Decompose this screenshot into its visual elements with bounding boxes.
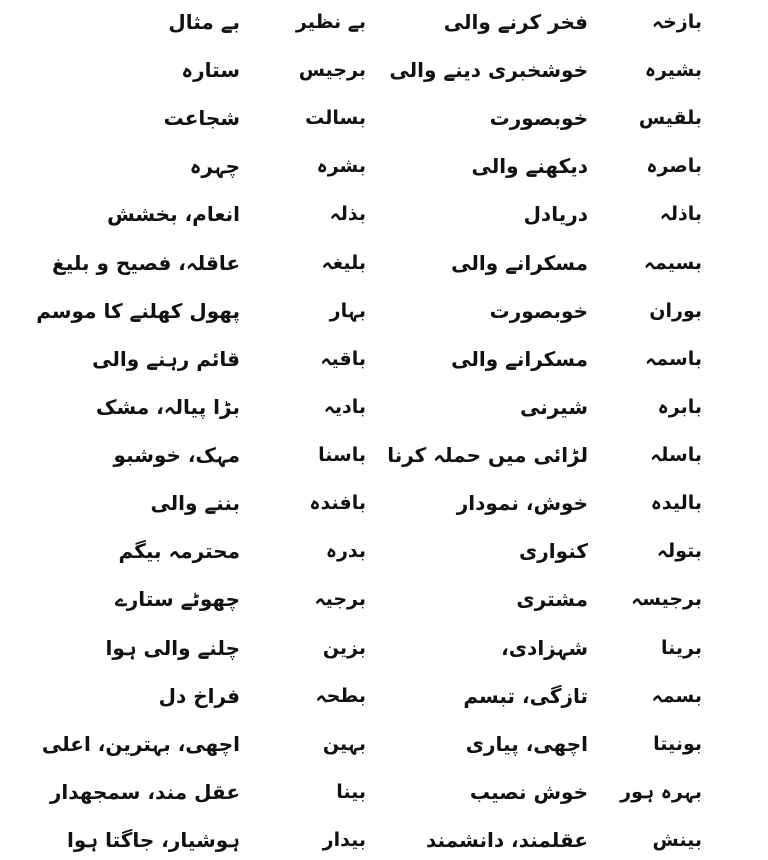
meaning-cell: دریادل bbox=[523, 202, 588, 226]
meaning-cell: چہرہ bbox=[189, 154, 240, 178]
name-cell: باذلہ bbox=[659, 203, 702, 225]
meaning-cell: شہزادی، bbox=[501, 636, 588, 660]
name-cell: بوران bbox=[649, 300, 702, 322]
name-cell: بسیمہ bbox=[643, 252, 702, 274]
name-cell: بازخہ bbox=[651, 11, 702, 33]
name-cell: بلقیس bbox=[638, 107, 702, 129]
meaning-cell: دیکھنے والی bbox=[471, 154, 588, 178]
table-row bbox=[0, 628, 768, 668]
meaning-cell: خوشخبری دینے والی bbox=[389, 58, 588, 82]
meaning-cell: انعام، بخشش bbox=[107, 202, 240, 226]
table-row bbox=[0, 435, 768, 475]
name-cell: برجیہ bbox=[314, 588, 366, 610]
name-cell: برجیسہ bbox=[631, 588, 702, 610]
meaning-cell: خوش، نمودار bbox=[456, 491, 588, 515]
meaning-cell: شیرنی bbox=[519, 395, 588, 419]
name-cell: بے نظیر bbox=[295, 11, 366, 33]
name-cell: باسلہ bbox=[650, 444, 702, 466]
meaning-cell: بڑا پیالہ، مشک bbox=[96, 395, 240, 419]
name-cell: بادیہ bbox=[323, 396, 366, 418]
table-row bbox=[0, 98, 768, 138]
table-row bbox=[0, 772, 768, 812]
meaning-cell: مسکرانے والی bbox=[451, 347, 588, 371]
name-cell: بالیدہ bbox=[650, 492, 702, 514]
meaning-cell: خوش نصیب bbox=[469, 780, 588, 804]
meaning-cell: مشتری bbox=[516, 587, 588, 611]
name-cell: بافندہ bbox=[309, 492, 366, 514]
name-cell: بینا bbox=[336, 781, 366, 803]
meaning-cell: کنواری bbox=[518, 539, 588, 563]
meaning-cell: عاقلہ، فصیح و بلیغ bbox=[52, 251, 240, 275]
name-cell: بشیرہ bbox=[644, 59, 702, 81]
name-cell: برجیس bbox=[298, 59, 366, 81]
table-row bbox=[0, 724, 768, 764]
name-cell: بذلہ bbox=[329, 203, 366, 225]
name-cell: بشرہ bbox=[316, 155, 366, 177]
meaning-cell: خوبصورت bbox=[489, 299, 588, 323]
meaning-cell: فخر کرنے والی bbox=[443, 10, 588, 34]
meaning-cell: عقل مند، سمجھدار bbox=[49, 780, 240, 804]
meaning-cell: خوبصورت bbox=[489, 106, 588, 130]
table-row bbox=[0, 483, 768, 523]
name-cell: برینا bbox=[661, 637, 702, 659]
table-row bbox=[0, 676, 768, 716]
table-row bbox=[0, 50, 768, 90]
meaning-cell: لڑائی میں حملہ کرنا bbox=[387, 443, 588, 467]
name-cell: بیدار bbox=[322, 829, 366, 851]
table-row bbox=[0, 820, 768, 860]
name-cell: بطحہ bbox=[315, 685, 366, 707]
table-row bbox=[0, 579, 768, 619]
name-cell: بینش bbox=[652, 829, 702, 851]
meaning-cell: اچھی، پیاری bbox=[465, 732, 588, 756]
name-cell: بدرہ bbox=[325, 540, 366, 562]
meaning-cell: شجاعت bbox=[163, 106, 240, 130]
name-cell: بلیغہ bbox=[321, 252, 366, 274]
table-row bbox=[0, 194, 768, 234]
name-cell: بہین bbox=[322, 733, 366, 755]
table-row bbox=[0, 2, 768, 42]
name-cell: بزین bbox=[322, 637, 366, 659]
table-row bbox=[0, 291, 768, 331]
meaning-cell: فراخ دل bbox=[158, 684, 240, 708]
meaning-cell: ستارہ bbox=[181, 58, 240, 82]
name-cell: بتولہ bbox=[656, 540, 702, 562]
meaning-cell: پھول کھلنے کا موسم bbox=[36, 299, 240, 323]
meaning-cell: تازگی، تبسم bbox=[463, 684, 588, 708]
name-cell: بونیتا bbox=[653, 733, 702, 755]
table-row bbox=[0, 339, 768, 379]
meaning-cell: بے مثال bbox=[168, 10, 240, 34]
meaning-cell: چھوٹے ستارے bbox=[115, 587, 240, 611]
name-cell: بسمہ bbox=[651, 685, 702, 707]
meaning-cell: قائم رہنے والی bbox=[92, 347, 240, 371]
name-cell: بہرہ ہور bbox=[620, 781, 702, 803]
meaning-cell: چلنے والی ہوا bbox=[105, 636, 240, 660]
table-row bbox=[0, 531, 768, 571]
meaning-cell: محترمہ بیگم bbox=[118, 539, 240, 563]
meaning-cell: بننے والی bbox=[150, 491, 240, 515]
table-row bbox=[0, 387, 768, 427]
meaning-cell: ہوشیار، جاگتا ہوا bbox=[67, 828, 240, 852]
meaning-cell: مسکرانے والی bbox=[451, 251, 588, 275]
meaning-cell: اچھی، بہترین، اعلی bbox=[41, 732, 240, 756]
name-cell: بہار bbox=[329, 300, 366, 322]
name-cell: باسنا bbox=[318, 444, 366, 466]
name-cell: باصرہ bbox=[646, 155, 702, 177]
name-cell: باقیہ bbox=[320, 348, 366, 370]
meaning-cell: مہک، خوشبو bbox=[113, 443, 240, 467]
table-row bbox=[0, 146, 768, 186]
name-cell: بسالت bbox=[305, 107, 366, 129]
name-cell: بابرہ bbox=[657, 396, 702, 418]
meaning-cell: عقلمند، دانشمند bbox=[425, 828, 588, 852]
table-row bbox=[0, 243, 768, 283]
name-cell: باسمہ bbox=[645, 348, 702, 370]
